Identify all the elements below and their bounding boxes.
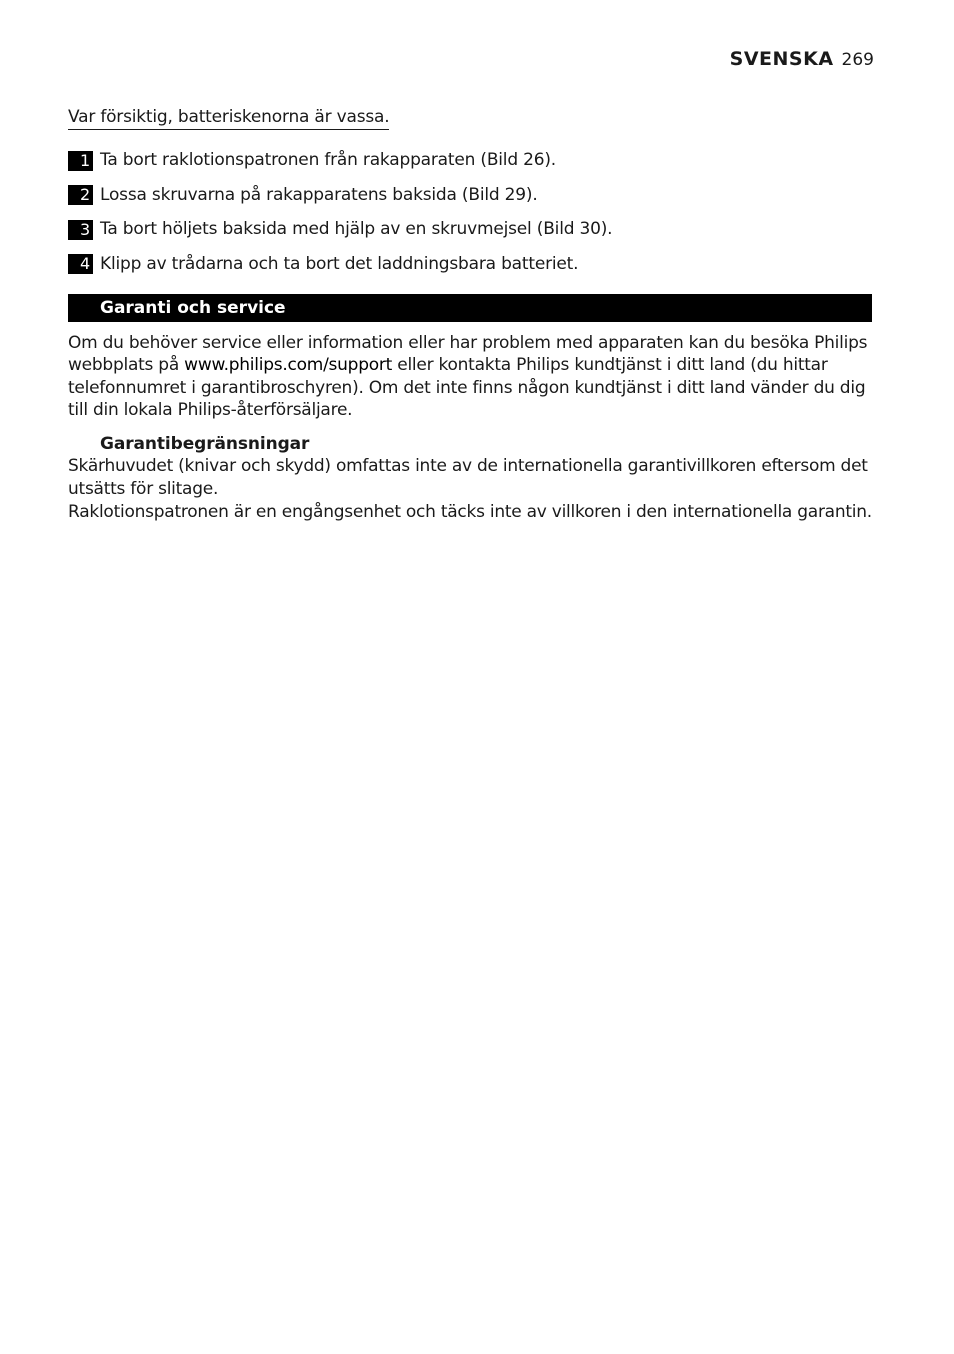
step-item <box>68 253 874 276</box>
section-heading-bar: Garanti och service <box>68 294 872 322</box>
warning-text: Var försiktig, batteriskenorna är vassa. <box>68 106 389 130</box>
service-text-start: Om du behöver service eller information eller har problem med apparaten kan du besöka Philips webbplats på <box>68 332 868 376</box>
step-number: 2 <box>68 185 93 205</box>
support-url[interactable]: www.philips.com/support <box>184 355 393 376</box>
page-number: 269 <box>841 50 874 70</box>
step-number: 1 <box>68 151 93 171</box>
limitation-paragraph: Skärhuvudet (knivar och skydd) omfattas inte av de internationella garantivillkoren eftersom det utsätts för slitage. <box>68 456 868 500</box>
limitation-paragraph: Raklotionspatronen är en engångsenhet och täcks inte av villkoren i den internationella garantin. <box>68 501 872 522</box>
step-number: 4 <box>68 254 93 274</box>
step-item <box>68 184 874 207</box>
page-header <box>730 48 874 70</box>
step-item <box>68 218 874 241</box>
service-text-end: eller kontakta Philips kundtjänst i ditt land (du hittar telefonnumret i garantibroschyren). Om det inte finns någon kundtjänst i ditt land vänder du dig till din lokala Philips-återförsäljare. <box>68 355 866 421</box>
language-label: SVENSKA <box>729 48 834 70</box>
step-list <box>68 149 874 276</box>
step-item <box>68 149 874 172</box>
service-paragraph <box>68 332 874 422</box>
step-number: 3 <box>68 220 93 240</box>
warning-line <box>68 106 874 130</box>
step-text: Klipp av trådarna och ta bort det laddningsbara batteriet. <box>100 253 579 274</box>
step-text: Lossa skruvarna på rakapparatens baksida (Bild 29). <box>100 184 538 205</box>
warranty-limitations-heading: Garantibegränsningar <box>100 433 310 454</box>
step-text: Ta bort höljets baksida med hjälp av en skruvmejsel (Bild 30). <box>100 219 613 240</box>
page-content <box>68 106 874 523</box>
step-text: Ta bort raklotionspatronen från rakapparaten (Bild 26). <box>100 150 556 171</box>
